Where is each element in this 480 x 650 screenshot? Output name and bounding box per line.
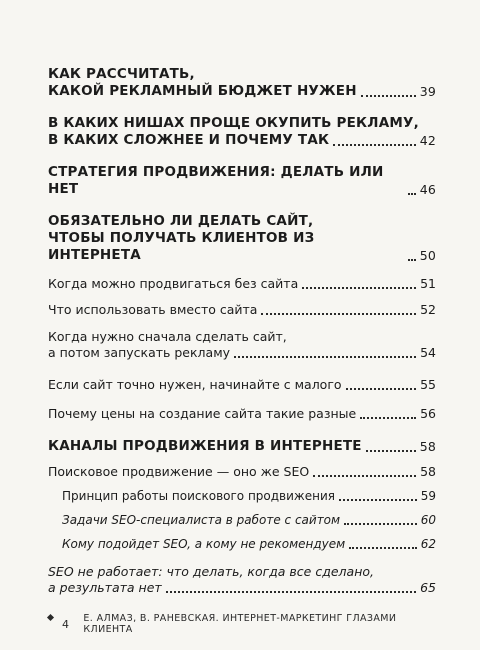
dot-leader	[234, 355, 416, 358]
toc-entry	[48, 115, 436, 149]
toc-entry-title: КАКОЙ РЕКЛАМНЫЙ БЮДЖЕТ НУЖЕН	[48, 83, 357, 99]
dot-leader	[302, 286, 416, 289]
toc-entry-page: 62	[420, 537, 436, 551]
dot-leader	[344, 522, 417, 525]
toc-entry-page: 58	[420, 464, 436, 479]
toc-entry	[48, 512, 436, 528]
toc-entry-page: 56	[420, 406, 436, 421]
toc-entry-page: 60	[420, 513, 436, 527]
diamond-icon	[47, 614, 54, 621]
toc-entry-title: ОБЯЗАТЕЛЬНО ЛИ ДЕЛАТЬ САЙТ,	[48, 213, 314, 229]
dot-leader	[408, 258, 416, 261]
toc-entry	[48, 276, 436, 292]
toc-entry	[48, 464, 436, 480]
toc-entry-title: В КАКИХ НИШАХ ПРОЩЕ ОКУПИТЬ РЕКЛАМУ,	[48, 115, 419, 131]
toc-entry	[48, 329, 436, 361]
toc-entry-page: 46	[419, 182, 436, 197]
toc-entry-title: Если сайт точно нужен, начинайте с малого	[48, 377, 342, 392]
toc-entry-page: 42	[419, 133, 436, 148]
toc-entry-title: Поисковое продвижение — оно же SEO	[48, 464, 310, 479]
dot-leader	[339, 498, 417, 501]
dot-leader	[333, 143, 415, 146]
toc-entry-page: 39	[419, 84, 436, 99]
toc-entry-page: 59	[420, 489, 436, 503]
toc-entry-title: В КАКИХ СЛОЖНЕЕ И ПОЧЕМУ ТАК	[48, 132, 330, 148]
toc-entry	[48, 536, 436, 552]
page-number: 4	[62, 617, 70, 631]
toc-entry	[48, 302, 436, 318]
toc-entry-title: КАК РАССЧИТАТЬ,	[48, 66, 195, 82]
toc-entry-page: 52	[420, 302, 436, 317]
toc-entry-title: Задачи SEO-специалиста в работе с сайтом	[62, 513, 341, 527]
dot-leader	[313, 474, 416, 477]
toc-entry-page: 54	[420, 345, 436, 360]
dot-leader	[408, 192, 416, 195]
toc-entry	[48, 377, 436, 393]
dot-leader	[166, 590, 416, 593]
toc-entry-page: 58	[419, 439, 436, 454]
toc-entry-title: КАНАЛЫ ПРОДВИЖЕНИЯ В ИНТЕРНЕТЕ	[48, 438, 362, 454]
toc-entry	[48, 406, 436, 422]
dot-leader	[349, 546, 417, 549]
toc-entry-title: ЧТОБЫ ПОЛУЧАТЬ КЛИЕНТОВ ИЗ ИНТЕРНЕТА	[48, 230, 315, 263]
running-title: Е. АЛМАЗ, В. РАНЕВСКАЯ. ИНТЕРНЕТ-МАРКЕТИНГ ГЛАЗАМИ КЛИЕНТА	[83, 613, 397, 635]
toc-entry-title: Кому подойдет SEO, а кому не рекомендуем	[62, 537, 346, 551]
toc-entry	[48, 66, 436, 100]
toc-entry-title: Когда можно продвигаться без сайта	[48, 276, 299, 291]
toc-entry-title: а потом запускать рекламу	[48, 345, 231, 360]
toc-entry	[48, 164, 436, 198]
page-footer	[62, 613, 442, 635]
toc-entry-page: 65	[420, 580, 436, 595]
toc-entry-page: 55	[420, 377, 436, 392]
toc-entry-page: 51	[420, 276, 436, 291]
dot-leader	[360, 416, 416, 419]
toc-entry-title: Принцип работы поискового продвижения	[62, 489, 335, 503]
table-of-contents	[48, 56, 436, 596]
toc-entry-title: СТРАТЕГИЯ ПРОДВИЖЕНИЯ: ДЕЛАТЬ ИЛИ НЕТ	[48, 164, 384, 197]
toc-entry	[48, 564, 436, 596]
toc-entry-title: SEO не работает: что делать, когда все сделано,	[48, 564, 374, 579]
toc-entry-title: Почему цены на создание сайта такие разные	[48, 406, 357, 421]
toc-entry	[48, 213, 436, 264]
dot-leader	[366, 449, 416, 452]
toc-entry	[48, 488, 436, 504]
toc-entry	[48, 438, 436, 455]
toc-entry-page: 50	[419, 248, 436, 263]
dot-leader	[346, 387, 417, 390]
dot-leader	[261, 312, 416, 315]
toc-entry-title: Что использовать вместо сайта	[48, 302, 258, 317]
dot-leader	[361, 94, 416, 97]
toc-entry-title: а результата нет	[48, 580, 162, 595]
toc-entry-title: Когда нужно сначала сделать сайт,	[48, 329, 287, 344]
